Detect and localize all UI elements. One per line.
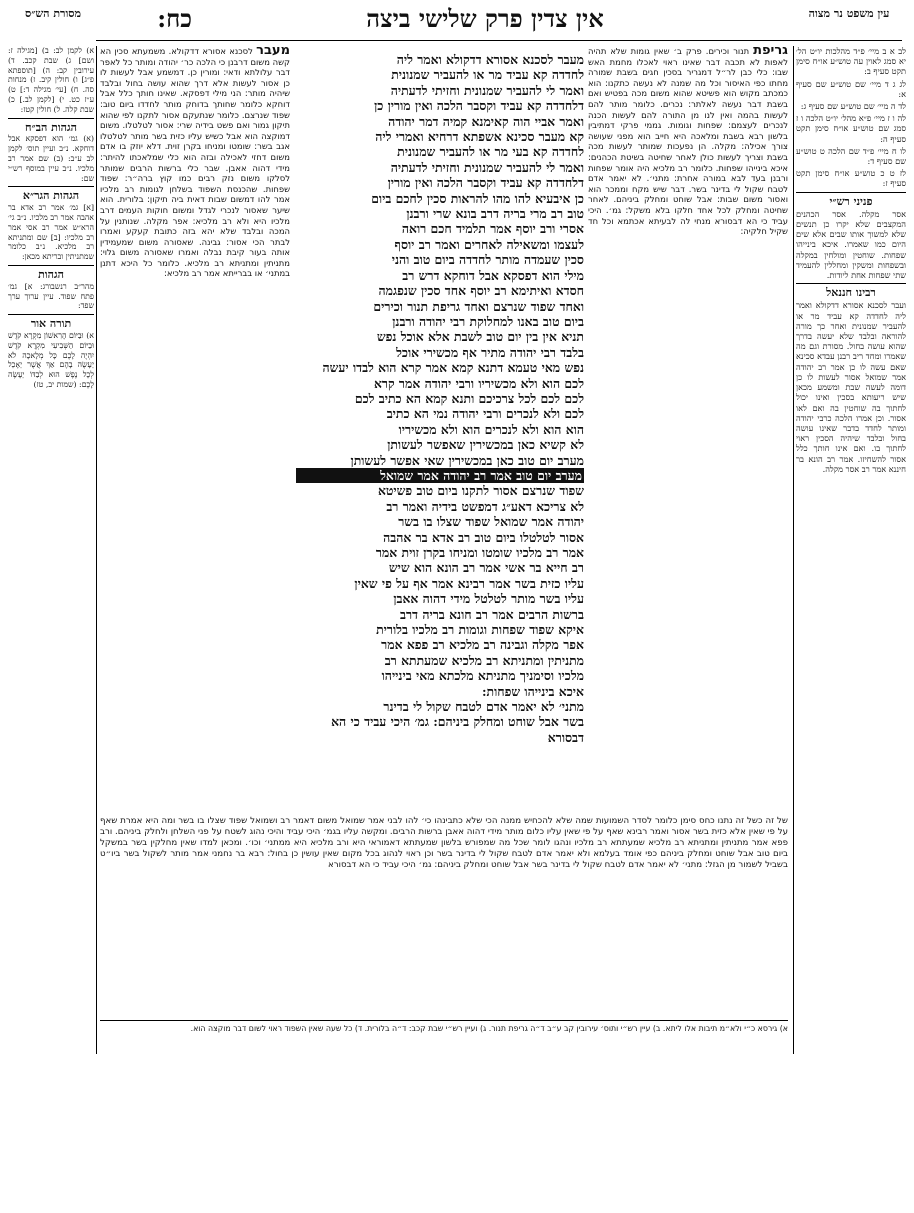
gemara-opening: מעבר לסכנא אסורא דדקולא ואמר ליה bbox=[396, 52, 584, 67]
footnote-text: א) גירסא כ״י ולא״מ תיבות אלו ליתא. ב) עיין רש״י ותוס׳ עירובין קב ע״ב ד״ה גריפת תנור. ג) ועיין רש״י שבת קכב: ד״ה בלורית. ד) כל שעה שאין השפוד ראוי לשום דבר מוקצה הוא. bbox=[190, 1024, 788, 1033]
gemara-line: טוב רב מרי בריה דרב בונא שרי ורבנן bbox=[406, 206, 584, 222]
ein-mishpat-title: עין משפט נר מצוה bbox=[808, 7, 890, 20]
gemara-line: הוא הוא ולא לנכרים הוא ולא מכשיריו bbox=[398, 421, 584, 437]
gemara-line: לא צריכא דאע״ג דמפשט בידיה ואמר רב bbox=[386, 498, 584, 514]
rashi-first-word: גריפת bbox=[753, 46, 788, 58]
ein-mishpat-column bbox=[796, 46, 906, 1054]
ein-mishpat-entries bbox=[796, 46, 906, 189]
gemara-line: אפר מקלה וגבינה רב מלכיא רב פפא אמר bbox=[381, 637, 584, 653]
rashi-column bbox=[588, 46, 788, 788]
gemara-line: מערב יום טוב אמר רב יהודה אמר שמואל bbox=[296, 468, 584, 483]
penine-rashi-title: פניני רש״י bbox=[829, 194, 873, 208]
rashi-text bbox=[588, 46, 788, 236]
tosafot-text bbox=[100, 46, 290, 278]
ein-mishpat-entry: לה ו ז מיי׳ פ״א מהל׳ יו״ט הלכה ו ז סמג שם טוש״ע או״ח סימן תקט סעיף ה: bbox=[796, 113, 906, 144]
rashi-comment: מקלה. הן נפעכות שמותר לעשות מכה בשבת וצריך לעשות כולן לאחר שחיטה בשיטת הכהנים: bbox=[588, 141, 788, 162]
rabbenu-chananel-title: רבינו חננאל bbox=[826, 286, 876, 300]
divider bbox=[796, 192, 906, 193]
gemara-line: שפוד שנרצם אסור לתקנו ביום טוב פשיטא bbox=[377, 483, 584, 499]
gemara-line: לכם לכם לכל צרכיכם ותנא קמא הא כתיב לכם bbox=[354, 390, 584, 406]
gemara-line: עליו כזית בשר אמר רבינא אמר אף על פי שאין bbox=[354, 575, 584, 591]
tosafot-comment: שפוד שפחות. שהכנסת השפוד בשלחן לגומות רב מלכיו אמר להו דמשום שבות דאית ביה תיקון: bbox=[100, 173, 290, 205]
rashi-comment: הוא כמכתב מקוש הוא פשיטא שהוא משום מכה בפטיש ואם בשבת דבר נעשה לאלתר: bbox=[588, 77, 788, 109]
gemara-line: אמר רב מלכיו שומטו ומניחו בקרן זוית אמר bbox=[375, 545, 584, 560]
gemara-line: דלחדדה קא עביד וקסבר הלכה ואין מורין כן bbox=[374, 98, 584, 114]
tosafot-comment: מידי דהוה אאבן. שבר כלי ברשות הרבים שמותר לסלקו משום נזק רבים כמו קוץ ברה״ר: bbox=[100, 162, 290, 184]
divider bbox=[8, 314, 94, 315]
gemara-line: מערב יום טוב כאן במכשירין שאי אפשר לעשותן bbox=[350, 452, 584, 468]
rashi-comment: שפחות וגומות. גממי פרקי דמתיבין בלשון רבא בשבת ומלאכה היא חייב הוא מפני שעושה צורך אכילה: bbox=[588, 120, 788, 152]
gemara-line: ואחד שפוד שנרצם ואחד גריפת תנור וכירים bbox=[373, 298, 584, 314]
gemara-line: רב חייא בר אשי אמר רב הונא הוא שיש bbox=[388, 560, 584, 576]
bach-title: הגהות הב״ח bbox=[25, 120, 77, 134]
gemara-line: כן איבעיא להו מהו להראות סכין לחכם ביום bbox=[371, 190, 584, 206]
rashi-comment: נכרים. כלומר מותר להם לעשות בהמה ואין לנו מן התורה להם לעשות הכנה לנכרים לעצמם: bbox=[588, 98, 788, 131]
gemara-line: לכם הוא ולא מכשיריו ורבי יהודה אמר קרא bbox=[373, 375, 584, 391]
gemara-line: לחדדה קא עביד מר או להעביר שמנונית bbox=[391, 67, 584, 83]
ein-mishpat-entry: לד ה מיי׳ שם טוש״ע שם סעיף ג: bbox=[800, 101, 906, 112]
divider bbox=[796, 283, 906, 284]
footnote bbox=[100, 1020, 788, 1054]
tosafot-comment: ומורין כן. דמשמע אבל לעשות לו כן אסור לעשות אלא דרך שהוא עושה בחול ובלבד שיהיה מותר: bbox=[100, 67, 290, 99]
gemara-line: דבסורא bbox=[547, 729, 584, 745]
gemara-line: איקא שפוד שפחות וגומות רב מלכיו בלורית bbox=[376, 622, 584, 638]
bottom-commentary bbox=[100, 816, 788, 1012]
tosafot-column bbox=[100, 46, 290, 788]
rashi-comment: איכא בינייהו שפחות. כלומר רב מלכיא היה אומר שפחות ורבנן בעד לבא במורה אחרת: bbox=[588, 162, 788, 184]
gemara-line: מלכיו וסימניך מתניתא מלכתא מאי בינייהו bbox=[381, 668, 584, 684]
gemara-line: נפש מאי טעמא דתנא קמא אמר קרא הוא לבדו יעשה bbox=[322, 360, 584, 376]
gemara-line: עליו בשר מותר לטלטל מידי דהוה אאבן bbox=[393, 591, 584, 607]
rashi-comment: גמ׳. היכי עביד כי הא דבסורא מנחי לה לבעיתא אכתמא וכל חד שקיל חלקיה: bbox=[588, 204, 788, 237]
tosafot-comment: שומטו ומניחו בקרן זוית. דלא יוזק בו אדם משום דחזי לאכילה ובזה הוא כלי שמלאכתו להיתר: bbox=[100, 141, 290, 162]
divider bbox=[8, 118, 94, 119]
tosafot-comment: אפר מקלה. שנותנין על המכה ובלבד שלא יהא בזה כתובת קעקע ואמרו לבתר הכי אסור: bbox=[100, 215, 290, 247]
tosafot-comment: שפוד שנרצם. כלומר שנתעקם אסור לתקנו לפי שהוא תיקון גמור ואם פשט בידיה שרי: bbox=[100, 109, 290, 131]
gemara-text bbox=[296, 52, 584, 808]
torah-or-title: תורה אור bbox=[30, 317, 72, 331]
divider bbox=[8, 265, 94, 266]
tosafot-comment: לסכנא אסורא דדקולא. משמעתא סכין הא קשה משום דרבנן כי הלכה כר׳ יהודה ומותר כל לאפר דבר עלולתא ודאי: bbox=[100, 46, 290, 78]
torah-or-text: א) וּבַיּוֹם הָרִאשׁוֹן מִקְרָא קֹדֶשׁ וּבַיּוֹם הַשְּׁבִיעִי מִקְרָא קֹדֶשׁ יִהְיֶה לָכֶם כָּל מְלָאכָה לֹא יֵעָשֶׂה בָהֶם אַךְ אֲשֶׁר יֵאָכֵל לְכָל נֶפֶשׁ הוּא לְבַדּוֹ יֵעָשֶׂה לָכֶם: (שמות יב, טז) bbox=[8, 330, 94, 389]
gemara-line: לחדדה קא בעי מר או להעביר שמנונית bbox=[397, 144, 584, 160]
gemara-line: מילי הוא דפסקא אבל דוחקא דרש רב bbox=[402, 267, 584, 283]
gemara-line: מתני׳ לא יאמר אדם לטבח שקול לי בדינר bbox=[383, 699, 584, 715]
gemara-line: אסור לטלטלו ביום טוב רב אדא בר אהבה bbox=[383, 529, 584, 545]
ein-mishpat-entry: לב א ב מיי׳ פ״ד מהלכות יו״ט הל׳ יא סמג לאוין עה טוש״ע או״ח סימן תקט סעיף ב: bbox=[796, 46, 906, 77]
gemara-line: בלבד רבי יהודה מתיר אף מכשירי אוכל bbox=[396, 344, 584, 360]
gemara-line: ואמר לי להעביר שמנונית וחזיתי לדעתיה bbox=[390, 159, 584, 175]
rashi-comment: כלי כבן לר״ל דמגריר בסכין חגים בשבת שמורה מחתו כפי האיסור וכל מה שמנה לא נעשה כתקנו: bbox=[588, 67, 788, 88]
masoret-header bbox=[10, 8, 96, 48]
ein-mishpat-entry: לז ט כ טוש״ע או״ח סימן תקט סעיף ז: bbox=[796, 168, 906, 189]
hagahot-title: הגהות bbox=[38, 267, 64, 281]
header-rule bbox=[96, 40, 902, 41]
gemara-line: קא מעבר סכינא אשפתא דרחיא ואמרי ליה bbox=[375, 129, 584, 145]
gemara-line: אסרי ורב יוסף אמר תלמיד חכם רואה bbox=[401, 221, 584, 237]
rashi-comment: אבל שוחט ומחלק ביניהם. לאחר שחיטה ומחלק לכל אחד חלקו בלא משקל: bbox=[588, 194, 788, 215]
ein-mishpat-entry: לג ג ד מיי׳ שם טוש״ע שם סעיף א: bbox=[796, 78, 906, 99]
masoret-title: מסורת הש״ס bbox=[24, 7, 82, 20]
hagahot-text: מהר״ב רנשבורג: א] גמ׳ פתח שפוד. עיין ערוך ערך שפד: bbox=[8, 281, 94, 311]
gemara-line: ברשות הרבים אמר רב חונא בריה דרב bbox=[400, 606, 584, 622]
gemara-line: בשר אבל שוחט ומחלק ביניהם: גמ׳ היכי עביד כי הא bbox=[331, 714, 584, 730]
gemara-line: סכין שעמדה מותר לחדדה ביום טוב והני bbox=[391, 252, 584, 268]
tosafot-comment: הני מילי דפסקא. שאינו חותך כלל אבל דוחקא כלומר שחותך בדוחק מותר לחדדו ביום טוב: bbox=[100, 88, 290, 109]
tosafot-first-word: מעבר bbox=[256, 46, 290, 58]
bach-text: (א) גמ׳ הוא דפסקא אבל דוחקא. נ״ב ועיין תוס׳ לקמן לב ע״ב: (ב) שם אמר רב מלכיו. נ״ב עיין במוסף רש״י שם: bbox=[8, 134, 94, 183]
tosafot-comment: אסור לטלטלו. משום דמוקצה הוא אבל כשיש עליו כזית בשר מותר לטלטלו אגב בשר: bbox=[100, 120, 290, 152]
chapter-title: אין צדין פרק שלישי ביצה bbox=[366, 4, 604, 33]
masoret-reference: א) לקמן לב: ב) [מגילה ז: ושם] ג) שבת קכב. ד) עירובין קב: ה) [תוספתא פ״ג] ו) חולין קיב. ז) מנחות סה. ח) [עי׳ מגילה ד:] ט) ע״ז כט. י) [לקמן לב.] כ) שבת קלה. ל) חולין קטז: bbox=[8, 46, 94, 114]
ein-mishpat-entry: לו ח מיי׳ פ״ד שם הלכה ט טוש״ע שם סעיף ד: bbox=[796, 145, 906, 167]
tosafot-comment: בלורית. הוא שיער שאסור לנכרי לגדל ומשום חוקות העמים דרב מלכיו היא ולא רב מלכיא: bbox=[100, 194, 290, 226]
column-rule bbox=[96, 46, 97, 1054]
tosafot-comment: מתניתין ומתניתא רב מלכיא. כלומר כל היכא דתנן במתני׳ או בברייתא אמר רב מלכיא: bbox=[100, 257, 290, 279]
ein-mishpat-header bbox=[794, 8, 904, 48]
gemara-line: מתניתין ומתניתא רב מלכיא שמעתתא רב bbox=[384, 652, 584, 668]
tosafot-comment: גבינה. שאסורה משום שמעמידין אותה בעור קיבת נבלה ואמרו שאסורה משום גלוי: bbox=[100, 236, 290, 258]
gemara-line: תניא אין בין יום טוב לשבת אלא אוכל נפש bbox=[376, 329, 584, 345]
gemara-line: דלחדדה קא עביד וקסבר הלכה ואין מורין bbox=[387, 175, 584, 191]
masoret-column bbox=[8, 46, 94, 1054]
penine-rashi-text: אסר מקלה. אסר הכהנים המקצבים שלא יקרו כן תנשים שלא למשוך אותו שבים אלא שים היום כמו שאמרו. איכא בינייהו שפחות. שוחטין ומולחין במקלה ובשפחות ומשקין ומחללין להעמיד שתי שפחות אחת ליודות. bbox=[796, 208, 906, 281]
gemara-line: לעצמו ומשאילה לאחרים ואמר רב יוסף bbox=[394, 236, 584, 252]
gemara-line: לכם ולא לנכרים ורבי יהודה נמי הא כתיב bbox=[386, 406, 584, 422]
gemara-line: ואמר אביי הוה קאימנא קמיה דמר יהודה bbox=[388, 113, 584, 129]
gemara-line: איכא בינייהו שפחות: bbox=[481, 683, 584, 699]
rabbenu-chananel-text: ועבר לסכנא אסורא דדקולא ואמר ליה לחדדה קא עביד מר או להעביר שמנונית ואחר כך מורה להוראה ובלבד שלא יעשה בדרך שהוא עושה בחול. מסורת וגם מה שאמרו ומחד ריב רבנן עבדא סכינא שאם עשה לו כן אמר רב יהודה אמר שמואל אסור לעשות לו כן דומה לעשה שבת ומשמע מכאן שיש ריעותא בסכין ואינו יכול לחתוך בה שוחטין בה ואם לאו אסור. וכן אמרו הלכה כרבי יהודה ומותר לחדד בדבר שאינו עושה בחול ובלבד שיהיה הסכין ראוי לחתוך בו. ואם אינו חותך כלל אסור להשחיזו. אמר רב הונא בר חיננא אמר רב אסר מקלה. bbox=[796, 300, 906, 474]
gemara-line: לא קשיא כאן במכשירין שאפשר לעשותן bbox=[387, 437, 584, 453]
gemara-lines bbox=[296, 67, 584, 745]
masoret-references bbox=[8, 46, 94, 115]
gra-title: הגהות הגר״א bbox=[22, 189, 80, 203]
rashi-comment: מתני׳. לא יאמר אדם לטבח שקול לי בדינר בשר. דבר שיש מקח וממכר הוא ואסור משום שבות: bbox=[588, 173, 788, 205]
gemara-line: יהודה אמר שמואל שפוד שצלו בו בשר bbox=[398, 514, 584, 530]
divider bbox=[8, 186, 94, 187]
bottom-commentary-text: של זה כשל זה נתנו כחס סימן כלומר לסדר השמועות שמה שלא להכחיש ממנה הכי שלא כתבינהו כי׳ להו לבני אמר שמואל משום דאמר רב ושמואל שפוד שצלו בו בשר ומה היא אמרת שאף על פי שאין אלא כזית בשר אסור ואמר רבינא שאף על פי שאין עליו כלום מותר מידי דהוה אאבן ברשות הרבים. ומקשה עליו בגמ׳ היכי עביד והיכי נהוג לשטח על פני השלחן ולחלק ביניהם. ורב פפא אמר מתניתין ומתניתא רב מלכיא שמעתתא רב מלכיו ונהגו לומר שכל מה שמפורש בלשון שמעתתא דאמוראי היא ורב מלכיא היא ממתני׳ וכו׳. ומכאן למדו שאין מחלקין בשר במשקל ביום טוב אבל שוחט ומחלק ביניהם כפי אומד בעלמא ולא יאמר אדם לטבח שקול לי בדינר בשר וכן ראוי לנהוג בכל מקום שאין עושין כן בחול: רבא בר נחמני אמר מותר לשקול בשר ביו״ט בשביל לשמור מן הגזל: מתני׳ לא יאמר אדם לטבח שקול לי בדינר בשר אבל שוחט ומחלק ביניהם: גמ׳ היכי עביד כי הא דבסורא bbox=[100, 816, 788, 870]
gemara-line: ואמר לי להעביר שמנונית וחזיתי לדעתיה bbox=[390, 82, 584, 98]
daf-number: כח: bbox=[157, 4, 192, 33]
gemara-line: חסדא ואיתימא רב יוסף אחד סכין שנפגמה bbox=[378, 283, 584, 299]
column-rule bbox=[793, 46, 794, 1054]
gemara-line: ביום טוב באנו למחלוקת רבי יהודה ורבנן bbox=[392, 313, 584, 329]
gra-text: [א] גמ׳ אמר רב אדא בר אהבה אמר רב מלכיו. נ״ב גי׳ הרא״ש אמר רב אסי אמר רב מלכיו: [ב] שם ומתניתא רב מלכיא. נ״ב כלומר שמתניתין ובריתא מכאן: bbox=[8, 203, 94, 262]
rashi-comment: תנור וכירים. פרק ב׳ שאין גומות שלא תהיה לאפות לא תכבה דבר שאינו ראוי לאכלו מחמת האש שבו: bbox=[588, 46, 788, 78]
